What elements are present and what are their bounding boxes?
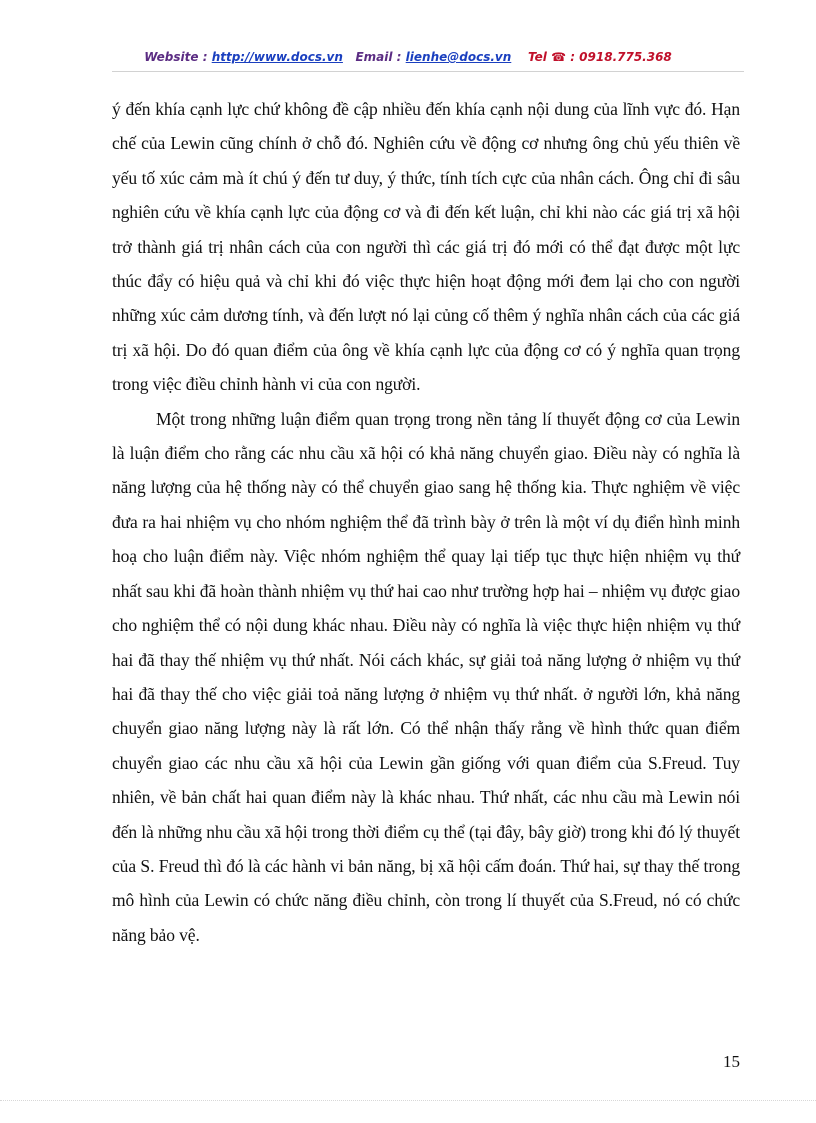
header-divider — [112, 71, 744, 72]
paragraph: Một trong những luận điểm quan trọng trong nền tảng lí thuyết động cơ của Lewin là luận điểm cho rằng các nhu cầu xã hội có khả năng chuyển giao. Điều này có nghĩa là năng lượng của hệ thống này có thể chuyển giao sang hệ thống kia. Thực nghiệm về việc đưa ra hai nhiệm vụ cho nhóm nghiệm thể đã trình bày ở trên là một ví dụ điển hình minh hoạ cho luận điểm này. Việc nhóm nghiệm thể quay lại tiếp tục thực hiện nhiệm vụ thứ nhất sau khi đã hoàn thành nhiệm vụ thứ hai cao như trường hợp hai – nhiệm vụ được giao cho nghiệm thể có nội dung khác nhau. Điều này có nghĩa là việc thực hiện nhiệm vụ thứ hai đã thay thế nhiệm vụ thứ nhất. Nói cách khác, sự giải toả năng lượng ở nhiệm vụ thứ hai đã thay thế cho việc giải toả năng lượng ở nhiệm vụ thứ nhất. ở người lớn, khả năng chuyển giao năng lượng này là rất lớn. Có thể nhận thấy rằng về hình thức quan điểm chuyển giao các nhu cầu xã hội của Lewin gần giống với quan điểm của S.Freud. Tuy nhiên, về bản chất hai quan điểm này là khác nhau. Thứ nhất, các nhu cầu mà Lewin nói đến là những nhu cầu xã hội trong thời điểm cụ thể (tại đây, bây giờ) trong khi đó lý thuyết của S. Freud thì đó là các hành vi bản năng, bị xã hội cấm đoán. Thứ hai, sự thay thế trong mô hình của Lewin có chức năng điều chỉnh, còn trong lí thuyết của S.Freud, nó có chức năng bảo vệ. — [112, 408, 740, 945]
email-label: Email : — [355, 50, 402, 64]
phone-number: Tel ☎ : 0918.775.368 — [528, 50, 672, 64]
website-label: Website : — [144, 50, 208, 64]
website-link[interactable]: http://www.docs.vn — [211, 50, 343, 64]
paragraph-continued: ý đến khía cạnh lực chứ không đề cập nhiều đến khía cạnh nội dung của lĩnh vực đó. Hạn chế của Lewin cũng chính ở chỗ đó. Nghiên cứu về động cơ nhưng ông chủ yếu thiên về yếu tố xúc cảm mà ít chú ý đến tư duy, ý thức, tính tích cực của nhân cách. Ông chỉ đi sâu nghiên cứu về khía cạnh lực của động cơ và đi đến kết luận, chỉ khi nào các giá trị xã hội trở thành giá trị nhân cách của con người thì các giá trị đó mới có thể đạt được một lực thúc đẩy có hiệu quả và chỉ khi đó việc thực hiện hoạt động mới đem lại cho con người những xúc cảm dương tính, và đến lượt nó lại củng cố thêm ý nghĩa nhân cách của các giá trị xã hội. Do đó quan điểm của ông về khía cạnh lực của động cơ có ý nghĩa quan trọng trong việc điều chỉnh hành vi của con người. — [112, 99, 740, 395]
footer-divider — [0, 1100, 816, 1101]
page-number: 15 — [723, 1052, 740, 1071]
document-body — [112, 92, 740, 952]
email-link[interactable]: lienhe@docs.vn — [405, 50, 512, 64]
page-header — [0, 50, 816, 64]
